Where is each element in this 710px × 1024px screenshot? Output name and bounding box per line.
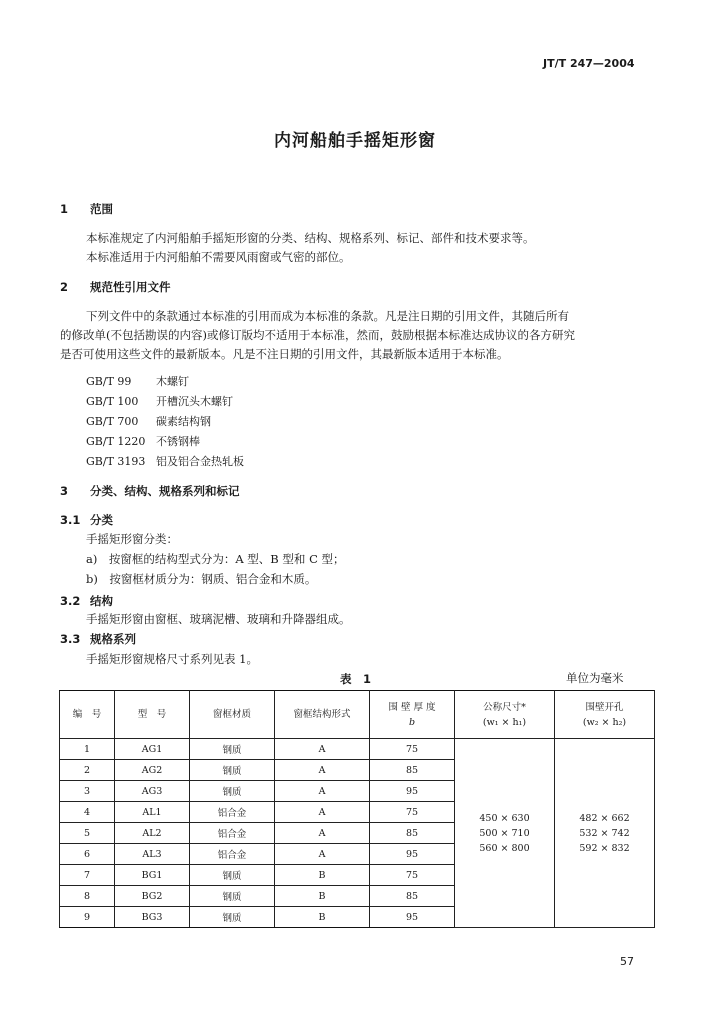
header-wall-thickness	[370, 691, 455, 739]
cell-no: 7	[60, 865, 115, 886]
section-3-1-item-a: a) 按窗框的结构型式分为：A 型、B 型和 C 型；	[86, 552, 345, 566]
section-number: 3.2	[60, 594, 81, 608]
section-title: 分类、结构、规格系列和标记	[90, 484, 240, 498]
section-3-1-item-b: b) 按窗框材质分为：钢质、铝合金和木质。	[86, 572, 317, 586]
section-title: 规格系列	[90, 632, 136, 646]
standard-number: JT/T 247—2004	[543, 57, 635, 70]
table-row	[60, 739, 655, 760]
spec-table	[59, 690, 655, 928]
cell-no: 6	[60, 844, 115, 865]
cell-type: AL3	[115, 844, 190, 865]
header-type: 型 号	[115, 691, 190, 739]
cell-thickness: 75	[370, 802, 455, 823]
section-2-heading	[60, 279, 171, 295]
cell-thickness: 75	[370, 739, 455, 760]
reference-code: GB/T 100	[86, 395, 139, 408]
reference-title: 木螺钉	[156, 375, 189, 388]
section-title: 分类	[90, 513, 113, 527]
section-3-2-text: 手摇矩形窗由窗框、玻璃泥槽、玻璃和升降器组成。	[86, 612, 351, 626]
section-2-line-1: 下列文件中的条款通过本标准的引用而成为本标准的条款。凡是注日期的引用文件，其随后所有	[86, 309, 569, 323]
cell-frame: A	[275, 823, 370, 844]
cell-no: 1	[60, 739, 115, 760]
cell-material: 钢质	[190, 760, 275, 781]
cell-thickness: 85	[370, 886, 455, 907]
header-nominal-size	[455, 691, 555, 739]
section-2-line-3: 是否可使用这些文件的最新版本。凡是不注日期的引用文件，其最新版本适用于本标准。	[60, 347, 509, 361]
cell-no: 8	[60, 886, 115, 907]
section-title: 范围	[90, 202, 113, 216]
cell-frame: A	[275, 760, 370, 781]
cell-type: BG2	[115, 886, 190, 907]
cell-no: 3	[60, 781, 115, 802]
header-wall-thickness-line2: b	[408, 716, 416, 728]
cell-thickness: 85	[370, 823, 455, 844]
nominal-size-1: 450 × 630	[479, 812, 530, 824]
cell-thickness: 75	[370, 865, 455, 886]
header-material: 窗框材质	[190, 691, 275, 739]
reference-code: GB/T 99	[86, 375, 132, 388]
cell-type: AG2	[115, 760, 190, 781]
cell-wall-openings	[555, 739, 655, 928]
cell-thickness: 85	[370, 760, 455, 781]
header-opening-line1: 围壁开孔	[585, 701, 624, 713]
nominal-size-3: 560 × 800	[479, 842, 530, 854]
section-number: 2	[60, 280, 69, 294]
table-header-row	[60, 691, 655, 739]
cell-no: 2	[60, 760, 115, 781]
reference-title: 不锈钢棒	[156, 435, 200, 448]
reference-code: GB/T 3193	[86, 455, 146, 468]
cell-thickness: 95	[370, 781, 455, 802]
opening-2: 532 × 742	[579, 827, 630, 839]
cell-frame: A	[275, 781, 370, 802]
header-nominal-line2: (w₁ × h₁)	[482, 716, 527, 728]
cell-frame: A	[275, 802, 370, 823]
section-3-2-heading	[60, 593, 113, 609]
section-title: 结构	[90, 594, 113, 608]
cell-type: BG1	[115, 865, 190, 886]
section-3-1-heading	[60, 512, 113, 528]
section-number: 3.3	[60, 632, 81, 646]
reference-item	[86, 373, 189, 389]
cell-thickness: 95	[370, 907, 455, 928]
cell-material: 钢质	[190, 739, 275, 760]
header-no: 编 号	[60, 691, 115, 739]
cell-type: AL1	[115, 802, 190, 823]
header-wall-opening	[555, 691, 655, 739]
section-number: 3.1	[60, 513, 81, 527]
reference-code: GB/T 700	[86, 415, 139, 428]
nominal-size-2: 500 × 710	[479, 827, 530, 839]
cell-type: AG1	[115, 739, 190, 760]
section-3-1-intro: 手摇矩形窗分类：	[86, 532, 178, 546]
header-opening-line2: (w₂ × h₂)	[582, 716, 627, 728]
section-title: 规范性引用文件	[90, 280, 171, 294]
section-3-3-heading	[60, 631, 136, 647]
reference-item	[86, 413, 211, 429]
section-3-heading	[60, 483, 240, 499]
section-3-3-text: 手摇矩形窗规格尺寸系列见表 1。	[86, 652, 258, 666]
cell-type: BG3	[115, 907, 190, 928]
opening-1: 482 × 662	[579, 812, 630, 824]
cell-material: 钢质	[190, 865, 275, 886]
section-number: 1	[60, 202, 69, 216]
page-number: 57	[620, 955, 634, 968]
table-unit: 单位为毫米	[566, 671, 624, 685]
cell-frame: B	[275, 886, 370, 907]
header-wall-thickness-line1: 围 壁 厚 度	[388, 701, 436, 713]
cell-frame: B	[275, 865, 370, 886]
cell-frame: A	[275, 844, 370, 865]
cell-frame: B	[275, 907, 370, 928]
cell-no: 4	[60, 802, 115, 823]
section-1-para-2: 本标准适用于内河船舶不需要风雨窗或气密的部位。	[86, 250, 351, 264]
reference-item	[86, 433, 200, 449]
cell-thickness: 95	[370, 844, 455, 865]
cell-material: 铝合金	[190, 802, 275, 823]
cell-no: 9	[60, 907, 115, 928]
cell-material: 钢质	[190, 781, 275, 802]
document-title: 内河船舶手摇矩形窗	[274, 131, 436, 151]
reference-title: 开槽沉头木螺钉	[156, 395, 233, 408]
section-number: 3	[60, 484, 69, 498]
reference-item	[86, 453, 244, 469]
cell-material: 钢质	[190, 907, 275, 928]
reference-title: 碳素结构钢	[156, 415, 211, 428]
section-1-para-1: 本标准规定了内河船舶手摇矩形窗的分类、结构、规格系列、标记、部件和技术要求等。	[86, 231, 535, 245]
cell-material: 钢质	[190, 886, 275, 907]
header-nominal-line1: 公称尺寸*	[483, 701, 526, 713]
opening-3: 592 × 832	[579, 842, 630, 854]
section-2-line-2: 的修改单(不包括勘误的内容)或修订版均不适用于本标准，然而，鼓励根据本标准达成协议的各方研究	[60, 328, 575, 342]
reference-title: 铝及铝合金热轧板	[156, 455, 244, 468]
section-1-heading	[60, 201, 113, 217]
header-frame-type: 窗框结构形式	[275, 691, 370, 739]
reference-code: GB/T 1220	[86, 435, 146, 448]
cell-no: 5	[60, 823, 115, 844]
reference-item	[86, 393, 233, 409]
table-caption: 表 1	[340, 672, 372, 686]
cell-material: 铝合金	[190, 823, 275, 844]
cell-type: AL2	[115, 823, 190, 844]
cell-type: AG3	[115, 781, 190, 802]
cell-frame: A	[275, 739, 370, 760]
cell-material: 铝合金	[190, 844, 275, 865]
cell-nominal-sizes	[455, 739, 555, 928]
